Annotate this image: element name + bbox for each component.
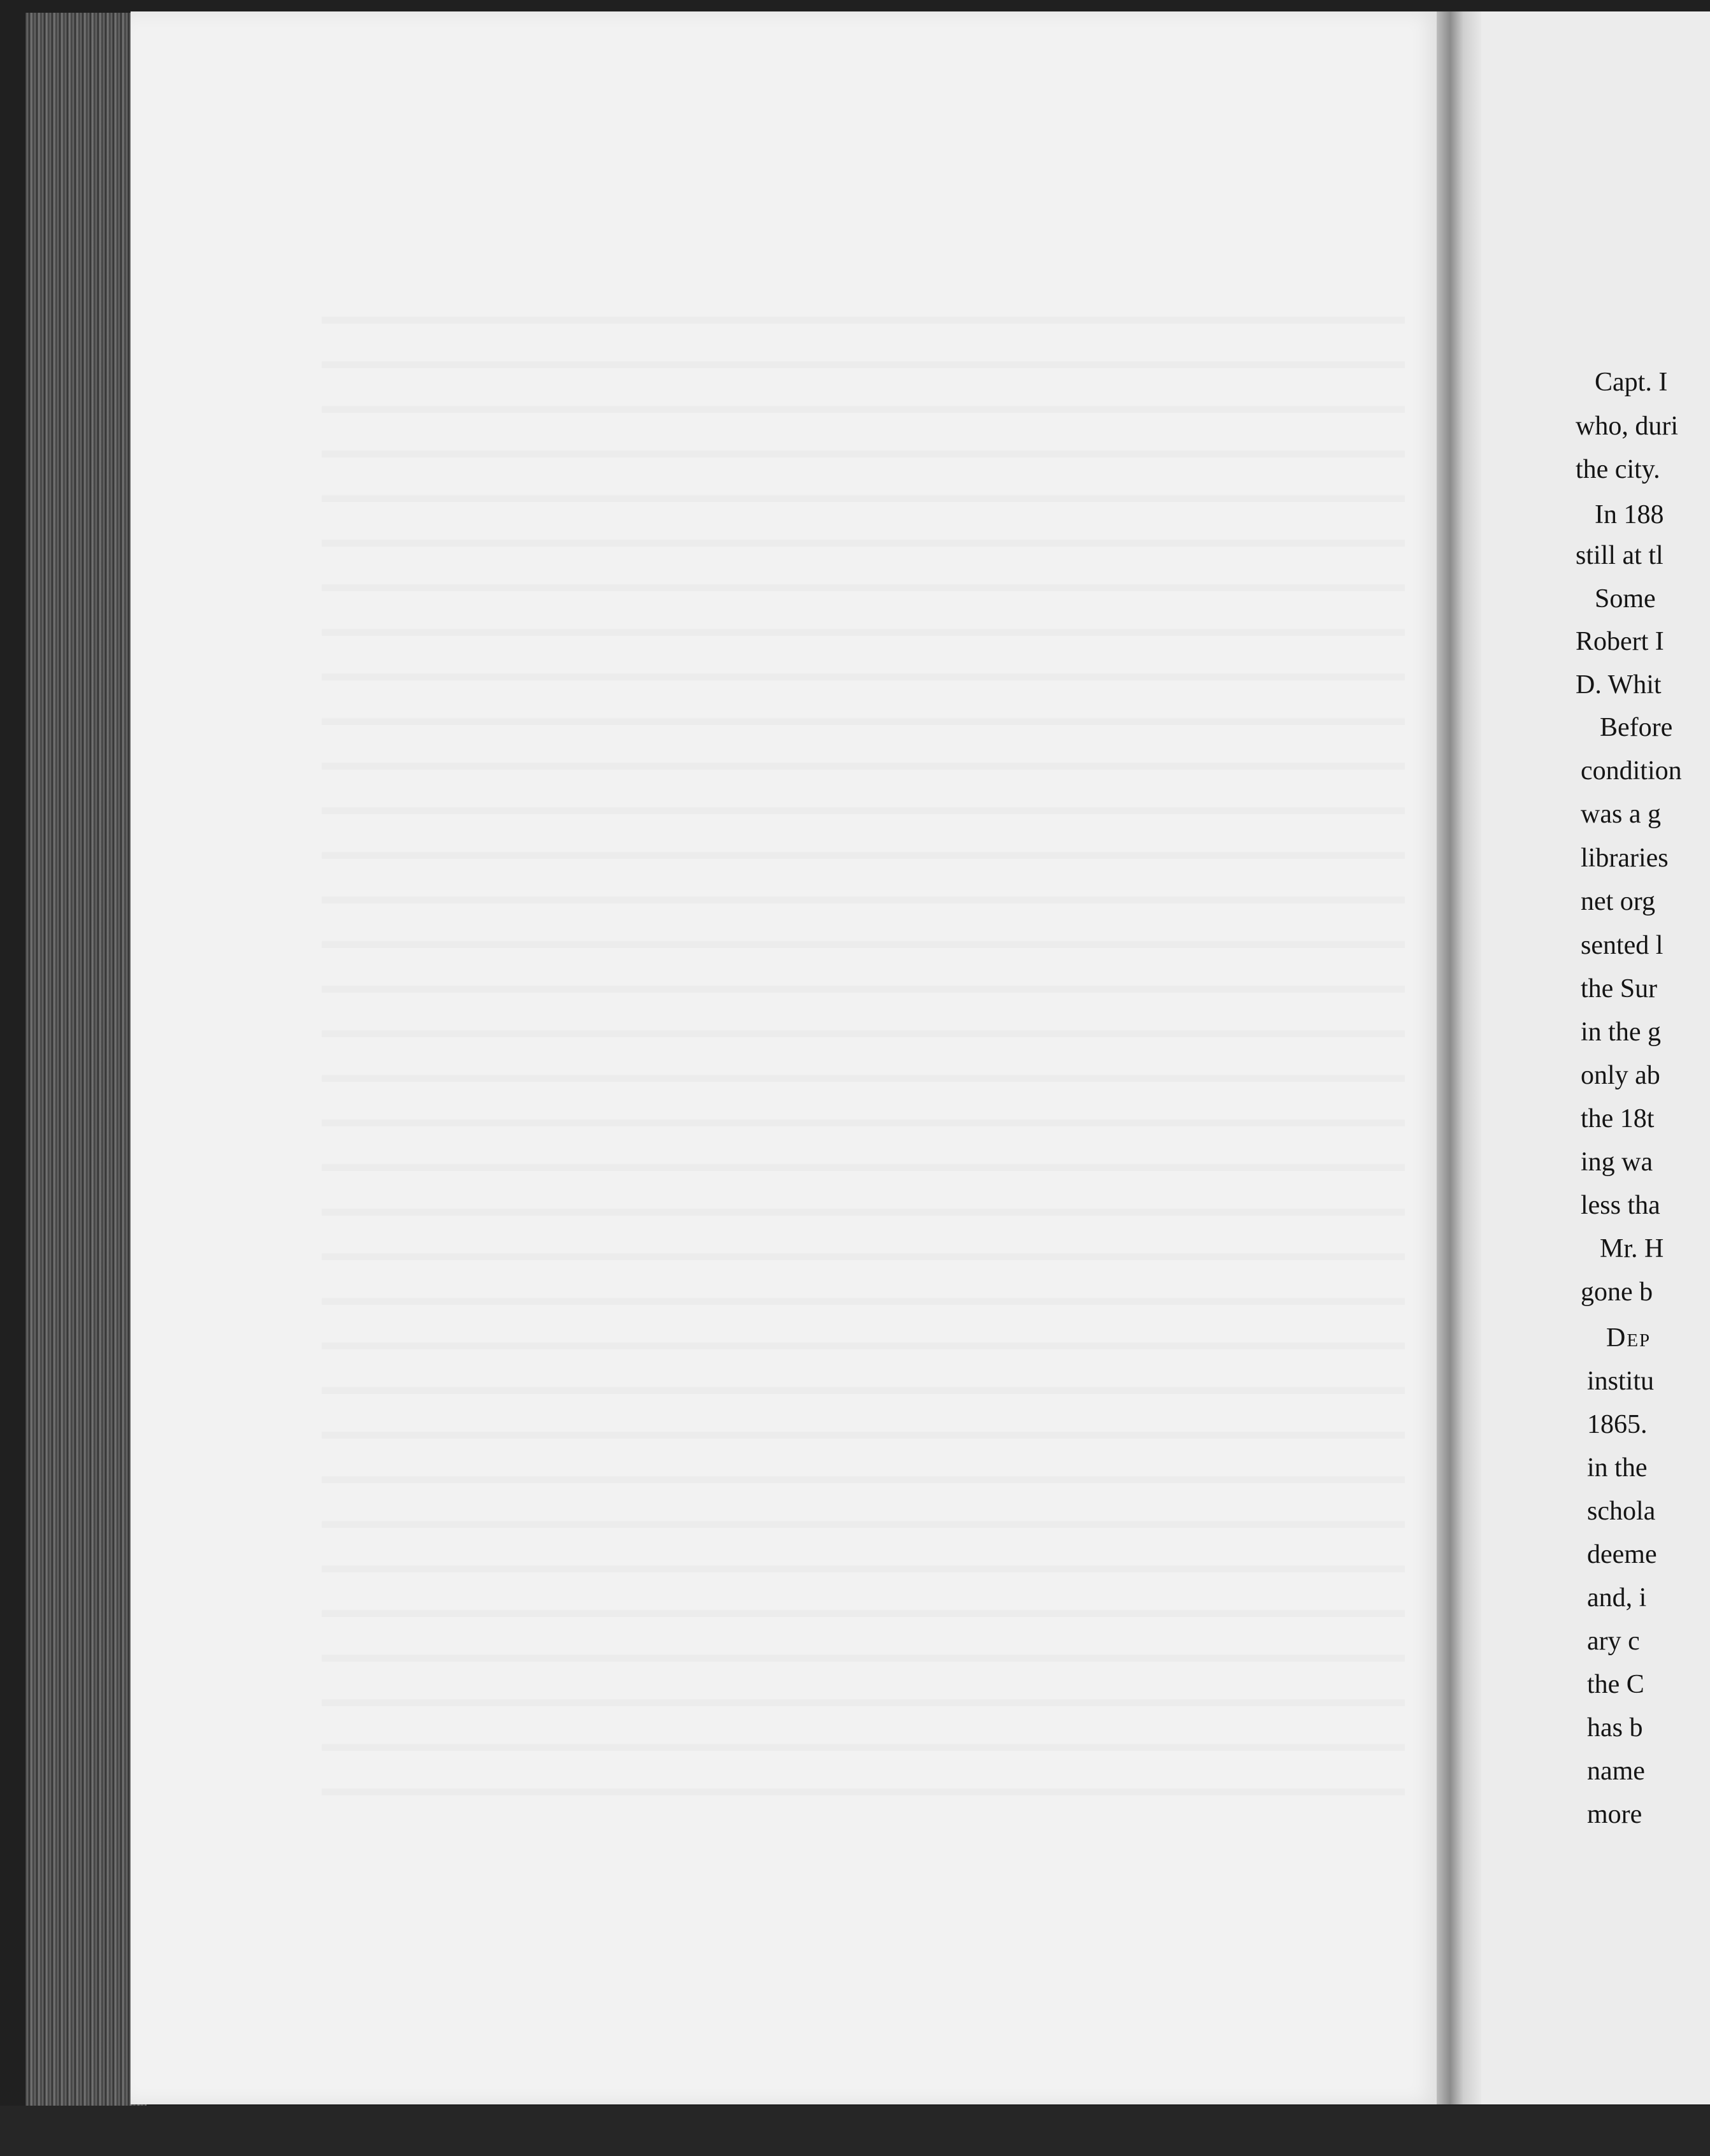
text-line: institu <box>1587 1367 1655 1396</box>
text-line: condition <box>1581 756 1682 786</box>
text-line: sented l <box>1581 931 1663 960</box>
text-line: Mr. H <box>1600 1234 1664 1263</box>
text-line: the C <box>1587 1670 1644 1699</box>
text-line: who, duri <box>1576 412 1678 441</box>
text-line: the Sur <box>1581 974 1658 1003</box>
text-line: and, i <box>1587 1583 1647 1613</box>
text-line: the 18t <box>1581 1104 1655 1133</box>
text-line: only ab <box>1581 1061 1660 1090</box>
text-line: libraries <box>1581 844 1669 873</box>
text-line: in the g <box>1581 1017 1661 1047</box>
text-line: still at tl <box>1576 541 1663 570</box>
text-line: has b <box>1587 1713 1643 1743</box>
text-line: in the <box>1587 1453 1648 1483</box>
text-line: In 188 <box>1595 500 1664 529</box>
text-line: D. Whit <box>1576 670 1662 700</box>
text-line: name <box>1587 1757 1645 1786</box>
text-line: ing wa <box>1581 1147 1653 1177</box>
text-line: ary c <box>1587 1627 1640 1656</box>
text-line: was a g <box>1581 800 1661 829</box>
text-line: Some <box>1595 584 1656 614</box>
text-line: gone b <box>1581 1277 1653 1307</box>
book-gutter <box>1437 11 1481 2104</box>
text-line: net org <box>1581 887 1656 916</box>
text-line: Robert I <box>1576 627 1664 656</box>
text-line: 1865. <box>1587 1410 1648 1439</box>
right-page <box>1481 11 1710 2104</box>
text-line: Capt. I <box>1595 368 1668 397</box>
text-line: schola <box>1587 1497 1656 1526</box>
text-line: more <box>1587 1800 1642 1829</box>
bleed-through-text <box>322 279 1405 1808</box>
page-block-edges <box>25 13 147 2115</box>
text-line: Before <box>1600 713 1673 742</box>
scan-bottom-edge <box>0 2106 1710 2156</box>
text-line: Dep <box>1606 1323 1651 1353</box>
left-page-blank <box>131 11 1440 2104</box>
text-line: less tha <box>1581 1191 1660 1220</box>
text-line: deeme <box>1587 1540 1657 1569</box>
text-line: the city. <box>1576 455 1660 484</box>
